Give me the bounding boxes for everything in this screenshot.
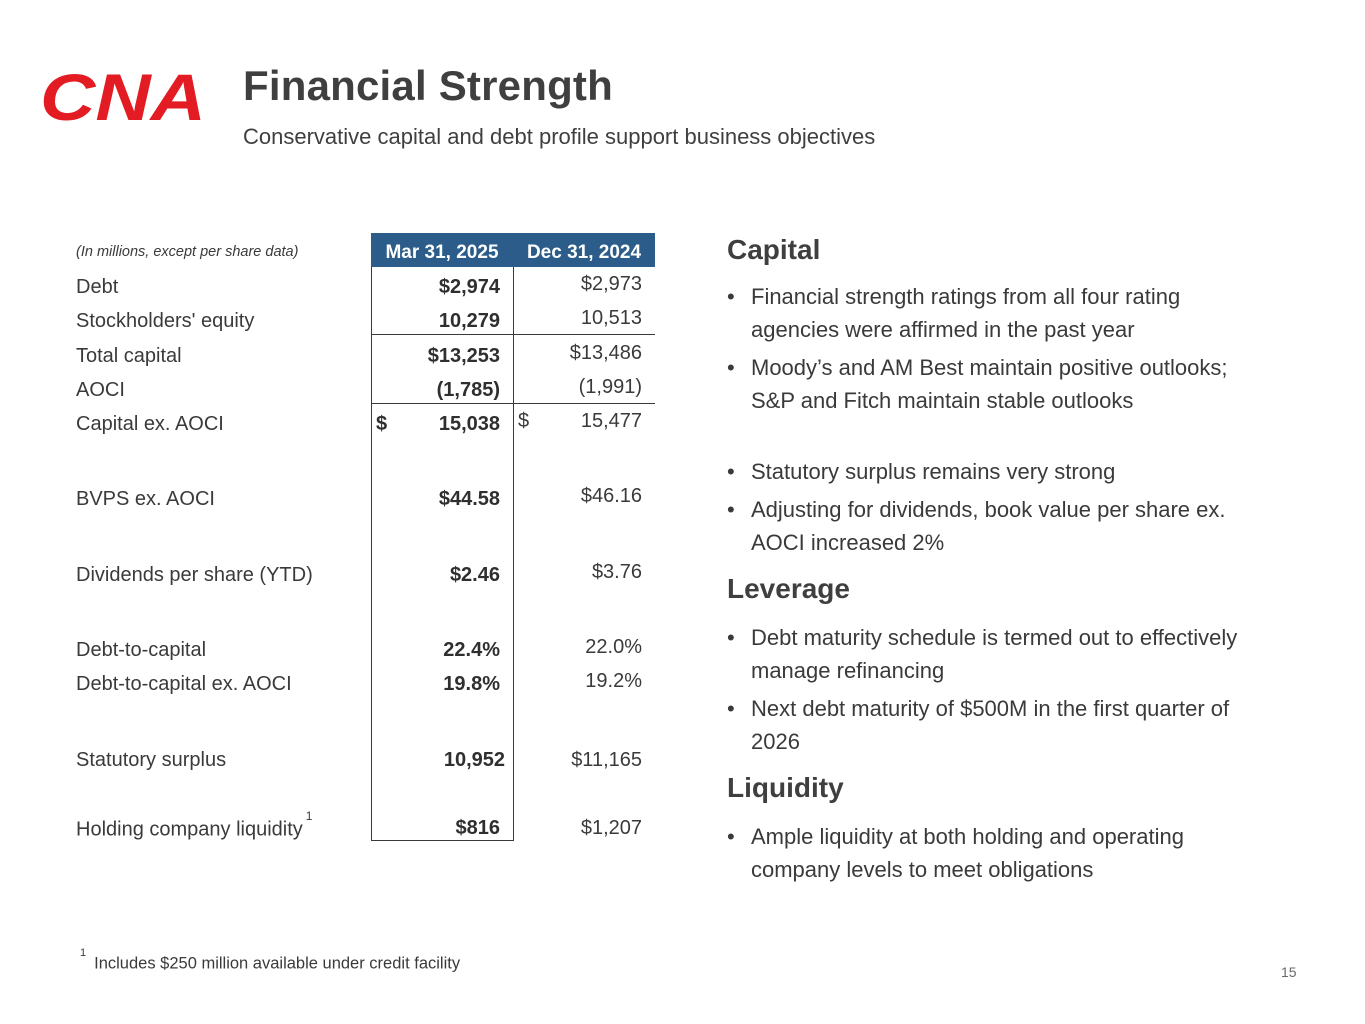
dec-value: 22.0% [585,636,642,658]
bullet-icon: • [727,459,735,484]
section-heading-liquidity: Liquidity [727,772,844,803]
row-label: Debt-to-capital ex. AOCI [76,673,292,695]
page-subtitle: Conservative capital and debt profile support business objectives [243,124,876,149]
row-label: Stockholders' equity [76,310,255,332]
mar-value: 19.8% [443,673,500,695]
logo-text: CNA [40,70,206,124]
dec-value: $3.76 [591,561,642,583]
cna-logo [38,70,208,124]
bullet-text: Next debt maturity of $500M in the first quarter of 2026 [751,696,1230,754]
bullet-text: Financial strength ratings from all four rating agencies were affirmed in the past year [751,284,1181,342]
row-label: Debt-to-capital [76,639,207,661]
mar-value: $816 [455,817,500,839]
list-item [727,820,1267,886]
footnote-marker: 1 [80,947,87,959]
dec-value: $2,973 [580,273,642,295]
mar-value: $2.46 [449,564,500,586]
dec-value: $46.16 [580,485,642,507]
table-row [0,561,660,594]
bullet-icon: • [727,696,735,721]
row-label: Debt [76,276,119,298]
table-row [0,342,660,375]
dec-value: $1,207 [580,817,642,839]
row-label: Statutory surplus [76,749,227,771]
dec-value: $13,486 [569,342,642,364]
footnote-text: Includes $250 million available under credit facility [94,954,461,973]
list-item [727,493,1267,559]
page-number: 15 [1281,964,1297,980]
mar-value: (1,785) [436,379,500,401]
mar-value: $44.58 [438,488,500,510]
footnote [80,947,461,974]
row-label-text: Holding company liquidity [76,818,303,841]
bullet-icon: • [727,284,735,309]
bullet-icon: • [727,355,735,380]
table-row [0,749,660,779]
list-item [727,621,1267,687]
list-item [727,280,1267,346]
bullet-icon: • [727,497,735,522]
table-row [0,273,660,306]
dec-value: 10,513 [580,307,642,329]
row-label: BVPS ex. AOCI [76,488,215,510]
table-row [0,809,660,847]
list-item [727,351,1267,417]
bullet-text: Debt maturity schedule is termed out to effectively manage refinancing [751,625,1238,683]
column-header-mar-2025: Mar 31, 2025 [371,233,513,267]
table-row [0,376,660,409]
row-label: Capital ex. AOCI [76,413,224,435]
row-label [76,809,313,842]
mar-value: 10,279 [438,310,500,332]
list-item [727,692,1267,758]
dec-currency-symbol: $ [518,410,530,432]
mar-value: $13,253 [427,345,500,367]
table-row [0,485,660,518]
mar-value: 15,038 [438,413,500,435]
table-row [0,410,660,443]
mar-value: 22.4% [443,639,500,661]
mar-value: 10,952 [443,749,505,771]
table-row [0,636,660,669]
mar-currency-symbol: $ [376,413,388,435]
footnote-ref: 1 [305,809,313,823]
section-heading-capital: Capital [727,234,821,265]
dec-value: 15,477 [580,410,642,432]
bullet-icon: • [727,824,735,849]
bullet-text: Statutory surplus remains very strong [751,459,1116,484]
dec-value: (1,991) [578,376,642,398]
column-header-dec-2024: Dec 31, 2024 [513,233,655,267]
section-heading-leverage: Leverage [727,573,850,604]
units-note: (In millions, except per share data) [76,244,299,260]
table-row [0,670,660,703]
dec-value: $11,165 [571,749,642,771]
row-label: AOCI [76,379,125,401]
list-item [727,455,1267,488]
bullet-text: Ample liquidity at both holding and operating company levels to meet obligations [751,824,1184,882]
mar-value: $2,974 [438,276,500,298]
bullet-text: Moody’s and AM Best maintain positive outlooks; S&P and Fitch maintain stable outlooks [751,355,1228,413]
row-label: Dividends per share (YTD) [76,564,313,586]
bullet-icon: • [727,625,735,650]
table-row [0,307,660,340]
bullet-text: Adjusting for dividends, book value per share ex. AOCI increased 2% [751,497,1226,555]
page-title: Financial Strength [243,62,613,109]
dec-value: 19.2% [585,670,642,692]
row-label: Total capital [76,345,182,367]
